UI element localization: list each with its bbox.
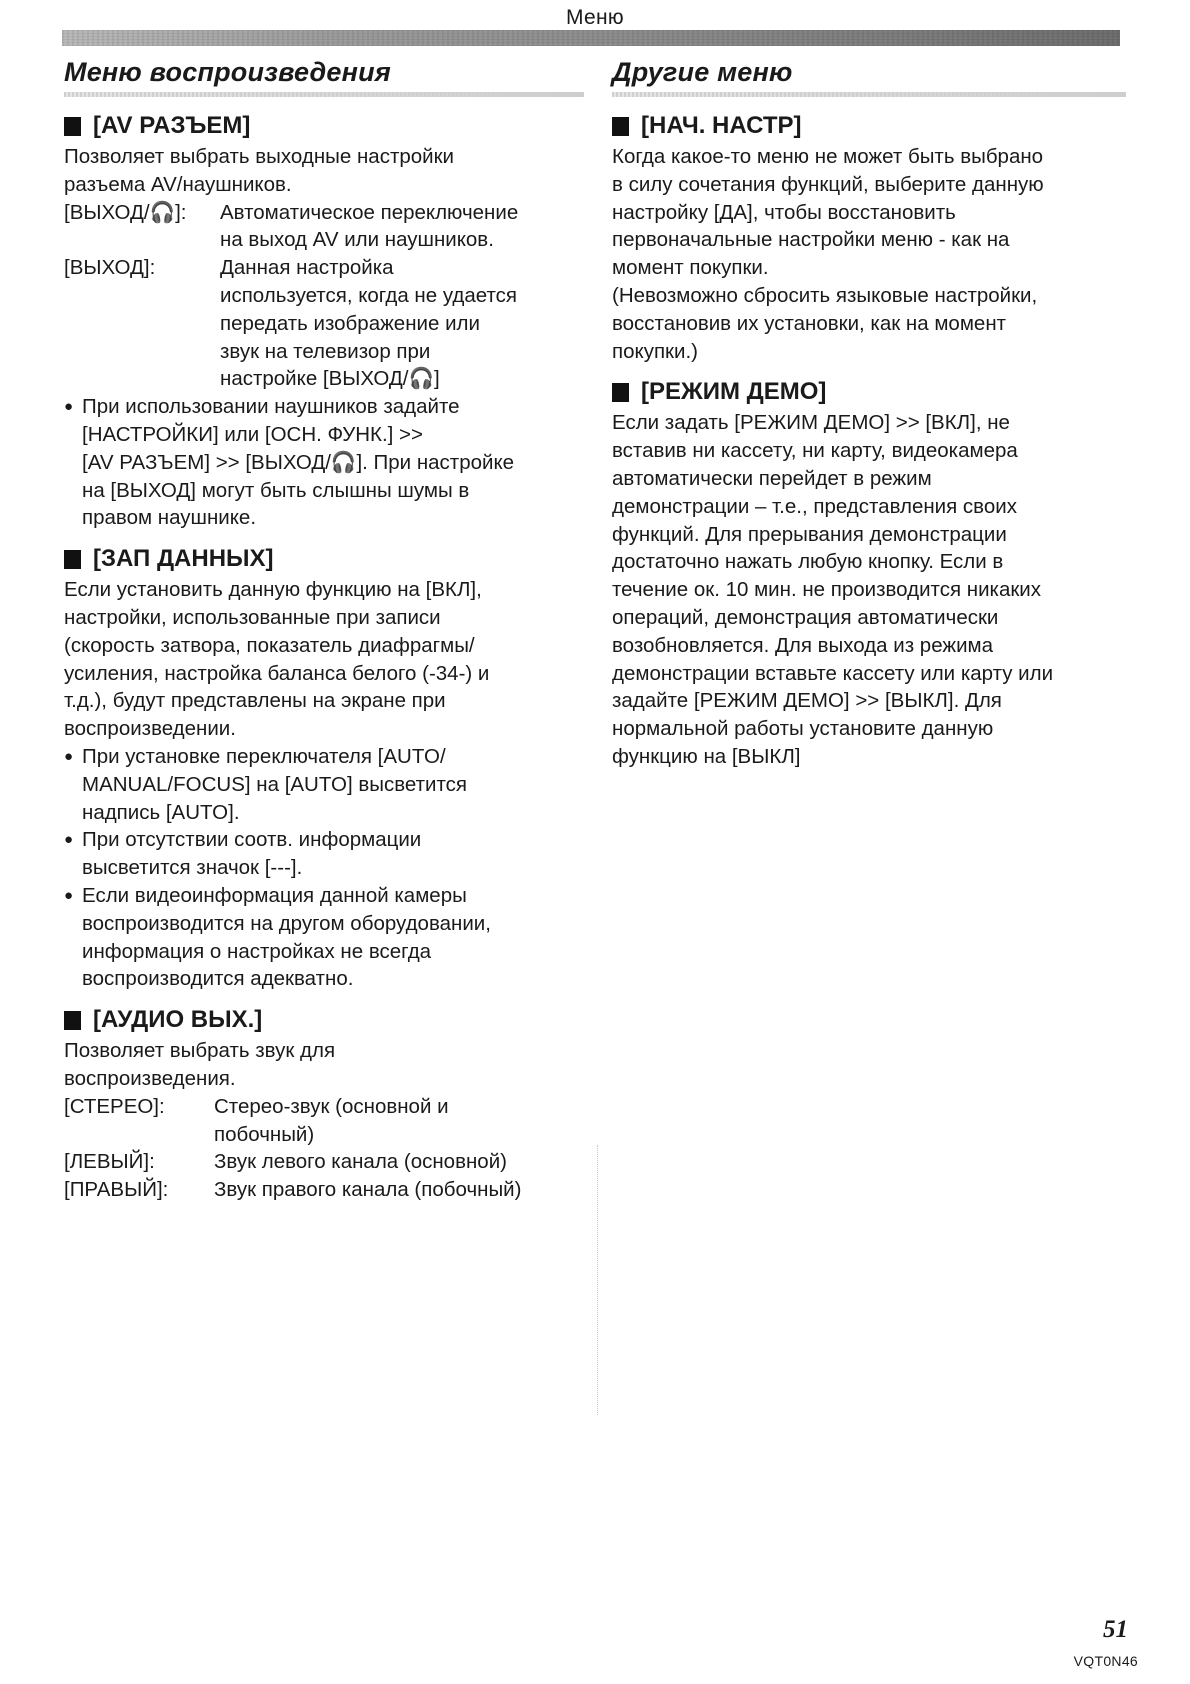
item-heading-av-jack: [AV РАЗЪЕМ] bbox=[64, 111, 584, 141]
option-description: Звук правого канала (побочный) bbox=[214, 1178, 522, 1202]
square-bullet-icon bbox=[64, 1011, 81, 1030]
bullet-note: ● При отсутствии соотв. информации высветится значок [---]. bbox=[64, 826, 584, 882]
bullet-note: ● При установке переключателя [AUTO/ MANUAL/FOCUS] на [AUTO] высветится надпись [AUTO]. bbox=[64, 743, 584, 826]
square-bullet-icon bbox=[612, 383, 629, 402]
paragraph-line: (Невозможно сбросить языковые настройки, bbox=[612, 283, 1038, 307]
paragraph-line: Если задать [РЕЖИМ ДЕМО] >> [ВКЛ], не bbox=[612, 411, 1010, 435]
paragraph-line: восстановив их установки, как на момент bbox=[612, 311, 1007, 335]
option-term: [ВЫХОД/🎧]: bbox=[64, 200, 187, 224]
section-title-other-menus: Другие меню bbox=[612, 57, 793, 87]
item-audio-out bbox=[64, 1005, 584, 1204]
option-description: Звук левого канала (основной) bbox=[214, 1150, 507, 1174]
bullet-note: ● При использовании наушников задайте [НАСТРОЙКИ] или [ОСН. ФУНК.] >> [AV РАЗЪЕМ] >> [ВЫХОД/🎧]. При настройке на [ВЫХОД] могут быть слышны шумы в правом наушнике. bbox=[64, 393, 584, 532]
paragraph-line: функцию на [ВЫКЛ] bbox=[612, 744, 801, 768]
item-heading-data-display: [ЗАП ДАННЫХ] bbox=[64, 544, 584, 574]
option-term: [ПРАВЫЙ]: bbox=[64, 1178, 169, 1202]
item-heading-demo-mode: [РЕЖИМ ДЕМО] bbox=[612, 377, 1126, 407]
section-rule bbox=[612, 92, 1126, 97]
paragraph-line: т.д.), будут представлены на экране при bbox=[64, 689, 446, 713]
paragraph-line: автоматически перейдет в режим bbox=[612, 466, 932, 490]
paragraph-line: Позволяет выбрать выходные настройки bbox=[64, 145, 455, 168]
square-bullet-icon bbox=[64, 117, 81, 136]
paragraph-line: настройки, использованные при записи bbox=[64, 605, 441, 629]
page-number: 51 bbox=[1103, 1616, 1128, 1643]
paragraph-line: усиления, настройка баланса белого (-34-) и bbox=[64, 661, 490, 685]
running-header: Меню bbox=[566, 6, 624, 29]
option-description: Данная настройка используется, когда не удается передать изображение или звук на телевизор при настройке [ВЫХОД/🎧] bbox=[220, 256, 517, 391]
square-bullet-icon bbox=[612, 117, 629, 136]
item-heading-audio-out: [АУДИО ВЫХ.] bbox=[64, 1005, 584, 1035]
paragraph-line: операций, демонстрация автоматически bbox=[612, 605, 999, 629]
bullet-dot-icon: ● bbox=[64, 398, 74, 416]
paragraph-line: воспроизведения. bbox=[64, 1066, 236, 1090]
paragraph-line: в силу сочетания функций, выберите данную bbox=[612, 172, 1044, 196]
option-term: [ЛЕВЫЙ]: bbox=[64, 1150, 155, 1174]
paragraph-line: нормальной работы установите данную bbox=[612, 717, 994, 741]
bullet-dot-icon: ● bbox=[64, 747, 74, 765]
right-column bbox=[612, 56, 1126, 771]
paragraph-line: момент покупки. bbox=[612, 256, 769, 280]
option-term: [ВЫХОД]: bbox=[64, 256, 156, 280]
paragraph-line: достаточно нажать любую кнопку. Если в bbox=[612, 550, 1004, 574]
paragraph-line: Когда какое-то меню не может быть выбрано bbox=[612, 145, 1044, 168]
paragraph-line: первоначальные настройки меню - как на bbox=[612, 228, 1010, 252]
bullet-dot-icon: ● bbox=[64, 831, 74, 849]
paragraph-line: (скорость затвора, показатель диафрагмы/ bbox=[64, 633, 475, 657]
paragraph-line: возобновляется. Для выхода из режима bbox=[612, 633, 994, 657]
option-term: [СТЕРЕО]: bbox=[64, 1094, 165, 1118]
bullet-dot-icon: ● bbox=[64, 886, 74, 904]
paragraph-line: разъема AV/наушников. bbox=[64, 172, 292, 196]
paragraph-line: вставив ни кассету, ни карту, видеокамера bbox=[612, 439, 1018, 463]
option-description: Автоматическое переключение на выход AV или наушников. bbox=[220, 200, 519, 252]
option-row bbox=[64, 1176, 584, 1204]
item-initial-settings bbox=[612, 111, 1126, 365]
option-row bbox=[64, 1093, 584, 1149]
paragraph-line: Позволяет выбрать звук для bbox=[64, 1039, 336, 1063]
document-code: VQT0N46 bbox=[1073, 1653, 1138, 1669]
paragraph-line: Если установить данную функцию на [ВКЛ], bbox=[64, 578, 482, 602]
option-row bbox=[64, 254, 584, 393]
square-bullet-icon bbox=[64, 550, 81, 569]
option-row bbox=[64, 199, 584, 255]
paragraph-line: настройку [ДА], чтобы восстановить bbox=[612, 200, 956, 224]
item-data-display bbox=[64, 544, 584, 993]
header-decorative-band bbox=[62, 30, 1120, 46]
item-heading-initial-settings: [НАЧ. НАСТР] bbox=[612, 111, 1126, 141]
paragraph-line: течение ок. 10 мин. не производится никаких bbox=[612, 578, 1042, 602]
section-title-playback-menu: Меню воспроизведения bbox=[64, 57, 391, 87]
item-av-jack bbox=[64, 111, 584, 532]
paragraph-line: демонстрации – т.е., представления своих bbox=[612, 494, 1017, 518]
option-description: Стерео-звук (основной и побочный) bbox=[214, 1094, 449, 1146]
paragraph-line: воспроизведении. bbox=[64, 717, 236, 741]
column-divider bbox=[597, 1145, 598, 1415]
bullet-note: ● Если видеоинформация данной камеры воспроизводится на другом оборудовании, информация о настройках не всегда воспроизводится адекватно. bbox=[64, 882, 584, 993]
section-rule bbox=[64, 92, 584, 97]
paragraph-line: задайте [РЕЖИМ ДЕМО] >> [ВЫКЛ]. Для bbox=[612, 689, 1002, 713]
paragraph-line: функций. Для прерывания демонстрации bbox=[612, 522, 1007, 546]
paragraph-line: покупки.) bbox=[612, 339, 698, 363]
paragraph-line: демонстрации вставьте кассету или карту или bbox=[612, 661, 1054, 685]
left-column bbox=[64, 56, 584, 1204]
item-demo-mode bbox=[612, 377, 1126, 770]
option-row bbox=[64, 1148, 584, 1176]
